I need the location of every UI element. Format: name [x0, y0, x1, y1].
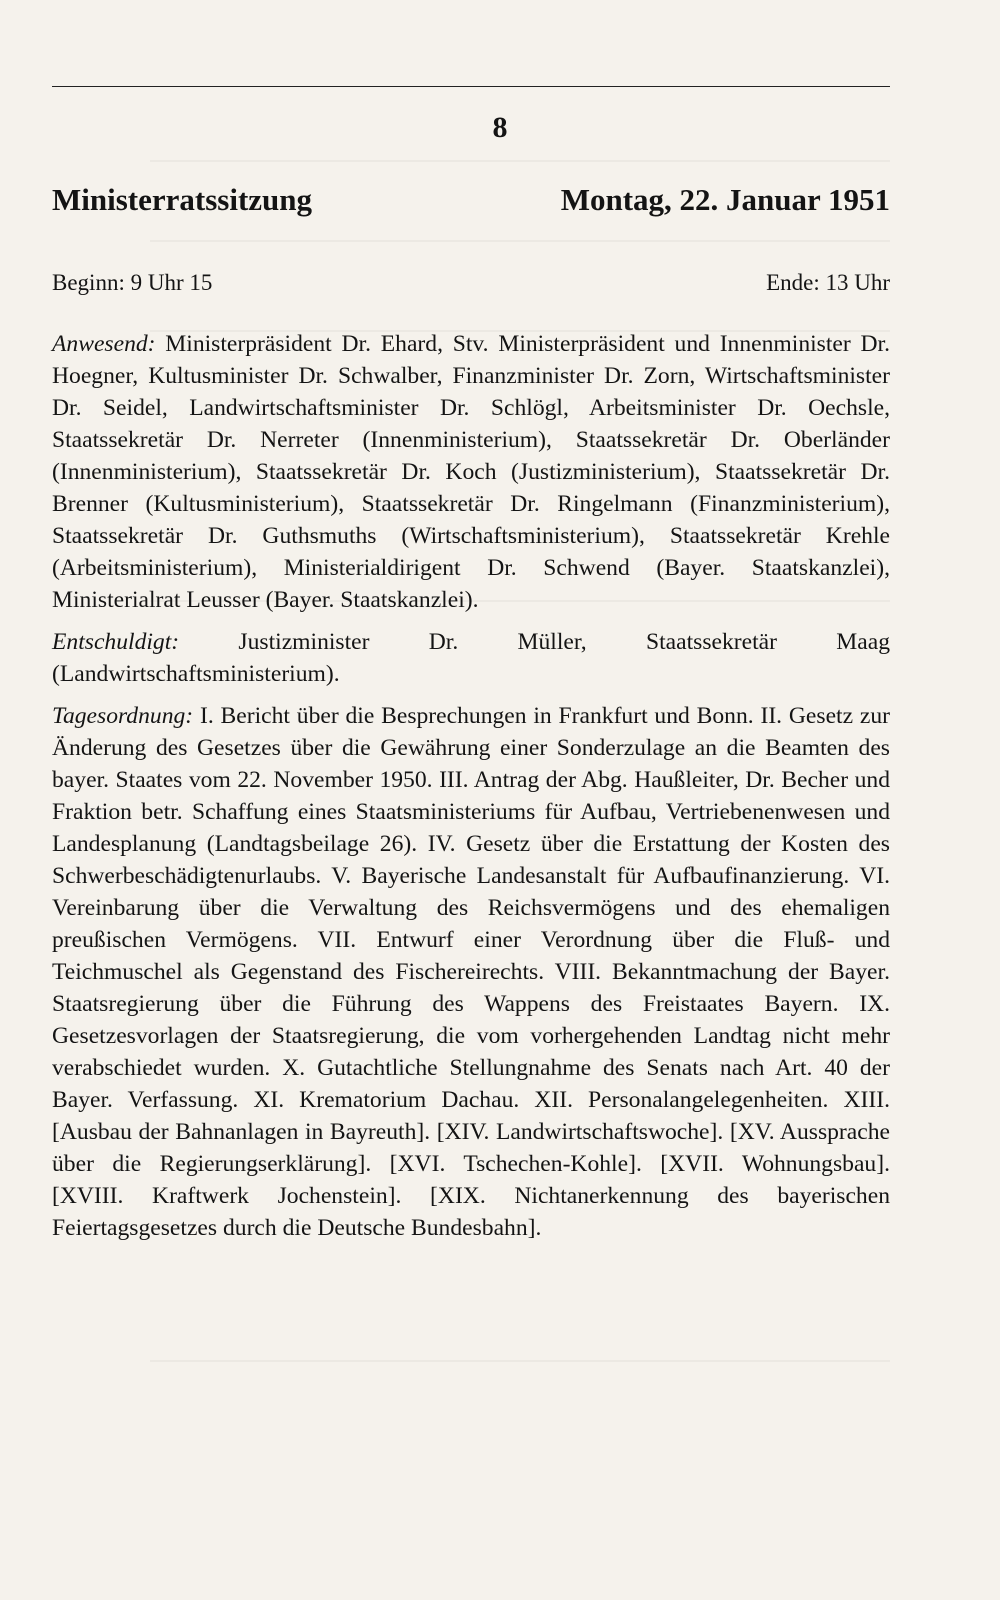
agenda-paragraph	[52, 700, 890, 1244]
show-through	[150, 160, 890, 162]
header-rule	[52, 86, 890, 87]
title-row	[52, 180, 890, 220]
end-time: Ende: 13 Uhr	[766, 270, 890, 295]
excused-text: Justizminister Dr. Müller, Staatssekretär Maag (Landwirtschaftsministerium).	[52, 629, 890, 687]
session-title: Ministerratssitzung	[52, 182, 313, 217]
attendees-text: Ministerpräsident Dr. Ehard, Stv. Ministerpräsident und Innenminister Dr. Hoegner, Kultusminister Dr. Schwalber, Finanzminister Dr. Zorn, Wirtschaftsminister Dr. Seidel, Landwirtschaftsminister Dr. Schlögl, Arbeitsminister Dr. Oechsle, Staatssekretär Dr. Nerreter (Innenministerium), Staatssekretär Dr. Oberländer (Innenministerium), Staatssekretär Dr. Koch (Justizministerium), Staatssekretär Dr. Brenner (Kultusministerium), Staatssekretär Dr. Ringelmann (Finanzministerium), Staatssekretär Dr. Guthsmuths (Wirtschaftsministerium), Staatssekretär Krehle (Arbeitsministerium), Ministerialdirigent Dr. Schwend (Bayer. Staatskanzlei), Ministerialrat Leusser (Bayer. Staatskanzlei).	[52, 331, 890, 613]
document-body	[52, 328, 890, 1254]
excused-label: Entschuldigt:	[52, 629, 180, 655]
session-date: Montag, 22. Januar 1951	[560, 182, 890, 217]
attendees-paragraph	[52, 328, 890, 616]
start-time: Beginn: 9 Uhr 15	[52, 270, 213, 295]
show-through	[150, 1360, 890, 1362]
time-row	[52, 268, 890, 298]
agenda-label: Tagesordnung:	[52, 703, 194, 729]
show-through	[150, 240, 890, 242]
agenda-text: I. Bericht über die Besprechungen in Frankfurt und Bonn. II. Gesetz zur Änderung des Gesetzes über die Gewährung einer Sonderzulage an die Beamten des bayer. Staates vom 22. November 1950. III. Antrag der Abg. Haußleiter, Dr. Becher und Fraktion betr. Schaffung eines Staatsministeriums für Aufbau, Vertriebenenwesen und Landesplanung (Landtagsbeilage 26). IV. Gesetz über die Erstattung der Kosten des Schwerbeschädigtenurlaubs. V. Bayerische Landesanstalt für Aufbaufinanzierung. VI. Vereinbarung über die Verwaltung des Reichsvermögens und des ehemaligen preußischen Vermögens. VII. Entwurf einer Verordnung über die Fluß- und Teichmuschel als Gegenstand des Fischereirechts. VIII. Bekanntmachung der Bayer. Staatsregierung über die Führung des Wappens des Freistaates Bayern. IX. Gesetzesvorlagen der Staatsregierung, die vom vorhergehenden Landtag nicht mehr verabschiedet wurden. X. Gutachtliche Stellungnahme des Senats nach Art. 40 der Bayer. Verfassung. XI. Krematorium Dachau. XII. Personalangelegenheiten. XIII. [Ausbau der Bahnanlagen in Bayreuth]. [XIV. Landwirtschaftswoche]. [XV. Aussprache über die Regierungserklärung]. [XVI. Tschechen-Kohle]. [XVII. Wohnungsbau]. [XVIII. Kraftwerk Jochenstein]. [XIX. Nichtanerkennung des bayerischen Feiertagsgesetzes durch die Deutsche Bundesbahn].	[52, 703, 890, 1241]
document-number: 8	[492, 111, 508, 144]
attendees-label: Anwesend:	[52, 331, 156, 357]
excused-paragraph	[52, 626, 890, 690]
